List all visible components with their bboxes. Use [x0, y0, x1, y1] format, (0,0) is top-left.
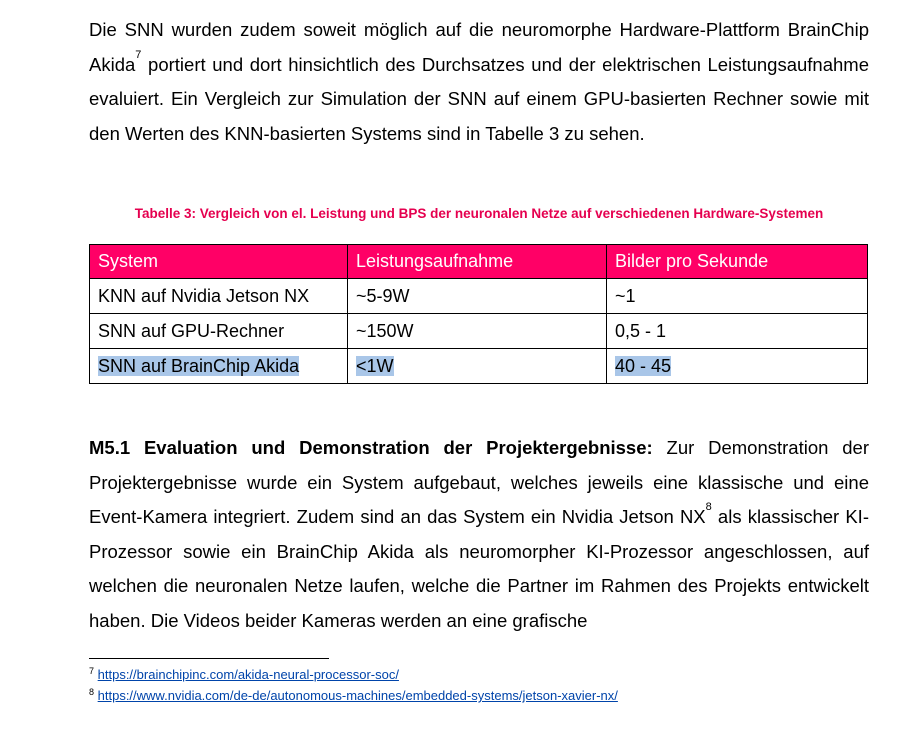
header-power: Leistungsaufnahme — [348, 245, 607, 279]
paragraph-m5-1-text-a: Zur Demonstration der Projektergebnisse wurde ein System aufgebaut, welches jeweils eine klassische und eine Event-Kamera integriert. Zudem sind an das System ein Nvidia Jetson NX — [89, 437, 870, 527]
footnote-number: 7 — [89, 666, 95, 676]
section-heading: M5.1 Evaluation und Demonstration der Projektergebnisse: — [89, 437, 653, 458]
cell-fps — [607, 349, 868, 384]
cell-power — [348, 349, 607, 384]
footnote-8 — [89, 688, 618, 703]
footnote-link-brainchip[interactable]: https://brainchipinc.com/akida-neural-processor-soc/ — [97, 667, 399, 682]
header-system: System — [90, 245, 348, 279]
selected-text[interactable]: <1W — [356, 355, 394, 376]
footnote-link-nvidia[interactable]: https://www.nvidia.com/de-de/autonomous-machines/embedded-systems/jetson-xavier-nx/ — [97, 688, 618, 703]
table-header-row — [90, 245, 868, 279]
paragraph-intro — [89, 13, 869, 151]
selected-text[interactable]: SNN auf BrainChip Akida — [98, 355, 300, 376]
footnote-ref-7[interactable]: 7 — [135, 48, 142, 61]
paragraph-m5-1-text-b: als klassischer KI-Prozessor sowie ein BrainChip Akida als neuromorpher KI-Prozessor angeschlossen, auf welchen die neuronalen Netze laufen, welche die Partner im Rahmen des Projekts entwickelt haben. Die Videos beider Kameras werden an eine grafische — [89, 506, 869, 631]
cell-power: ~5-9W — [348, 279, 607, 314]
table-caption: Tabelle 3: Vergleich von el. Leistung und BPS der neuronalen Netze auf verschiedenen Hardware-Systemen — [134, 206, 824, 221]
table-row — [90, 314, 868, 349]
cell-system — [90, 349, 348, 384]
comparison-table — [89, 244, 868, 384]
table-row — [90, 279, 868, 314]
selected-text[interactable]: 40 - 45 — [615, 355, 672, 376]
paragraph-intro-text-a: Die SNN wurden zudem soweit möglich auf die neuromorphe Hardware-Plattform BrainChip Akida — [89, 19, 869, 75]
footnote-ref-8[interactable]: 8 — [705, 501, 712, 513]
header-fps: Bilder pro Sekunde — [607, 245, 868, 279]
cell-system: KNN auf Nvidia Jetson NX — [90, 279, 348, 314]
footnote-7 — [89, 667, 399, 682]
cell-system: SNN auf GPU-Rechner — [90, 314, 348, 349]
cell-fps: ~1 — [607, 279, 868, 314]
table-row-selected — [90, 349, 868, 384]
cell-power: ~150W — [348, 314, 607, 349]
cell-fps: 0,5 - 1 — [607, 314, 868, 349]
footnote-divider — [89, 658, 329, 659]
paragraph-intro-text-b: portiert und dort hinsichtlich des Durchsatzes und der elektrischen Leistungsaufnahme evaluiert. Ein Vergleich zur Simulation der SNN auf einem GPU-basierten Rechner sowie mit den Werten des KNN-basierten Systems sind in Tabelle 3 zu sehen. — [89, 53, 869, 144]
footnote-number: 8 — [89, 687, 95, 697]
paragraph-m5-1 — [89, 431, 869, 638]
